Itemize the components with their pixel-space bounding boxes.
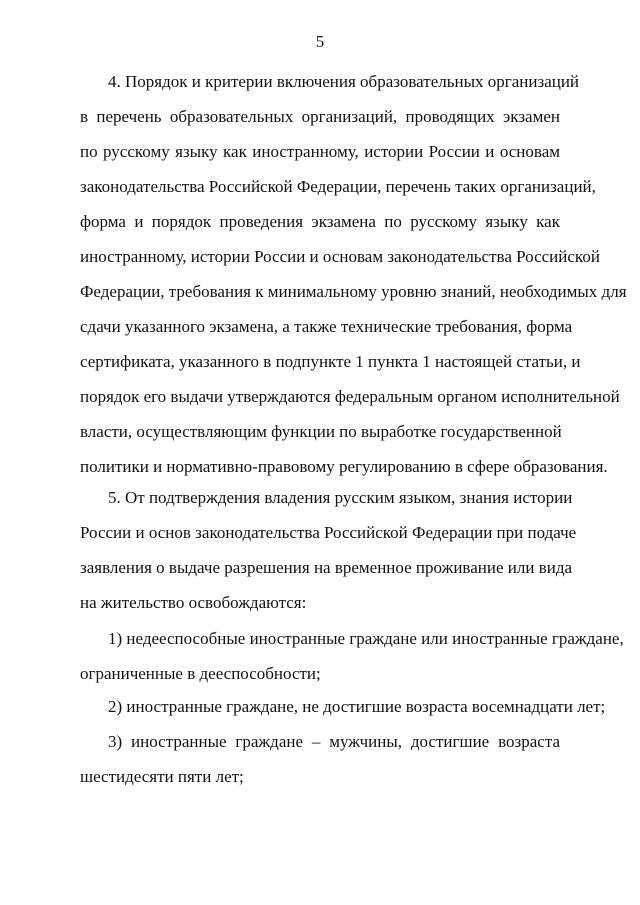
paragraph-line: форма и порядок проведения экзамена по русскому языку как (80, 212, 560, 231)
list-item-2 (80, 689, 606, 724)
list-item-line: шестидесяти пяти лет; (80, 767, 244, 786)
list-item-line: 1) недееспособные иностранные граждане или иностранные граждане, (108, 629, 624, 648)
list-item-line: 2) иностранные граждане, не достигшие возраста восемнадцати лет; (108, 697, 606, 716)
paragraph-line: политики и нормативно-правовому регулированию в сфере образования. (80, 457, 608, 476)
paragraph-line: России и основ законодательства Российской Федерации при подаче (80, 523, 577, 542)
paragraph-line: власти, осуществляющим функции по выработке государственной (80, 422, 562, 441)
paragraph-line: заявления о выдаче разрешения на временное проживание или вида (80, 558, 573, 577)
list-item-line: 3) иностранные граждане – мужчины, достигшие возраста (108, 732, 560, 751)
list-item-3 (80, 724, 560, 794)
list-item-1 (80, 621, 624, 691)
paragraph-4 (80, 64, 627, 484)
paragraph-5 (80, 480, 577, 620)
list-item-line: ограниченные в дееспособности; (80, 664, 321, 683)
paragraph-line: 5. От подтверждения владения русским языком, знания истории (108, 488, 573, 507)
paragraph-line: по русскому языку как иностранному, истории России и основам (80, 142, 560, 161)
paragraph-line: в перечень образовательных организаций, проводящих экзамен (80, 107, 560, 126)
paragraph-line: сертификата, указанного в подпункте 1 пункта 1 настоящей статьи, и (80, 352, 581, 371)
paragraph-line: Федерации, требования к минимальному уровню знаний, необходимых для (80, 282, 627, 301)
paragraph-line: сдачи указанного экзамена, а также технические требования, форма (80, 317, 573, 336)
paragraph-line: 4. Порядок и критерии включения образовательных организаций (108, 72, 580, 91)
paragraph-line: иностранному, истории России и основам законодательства Российской (80, 247, 600, 266)
paragraph-line: на жительство освобождаются: (80, 593, 307, 612)
paragraph-line: порядок его выдачи утверждаются федеральным органом исполнительной (80, 387, 620, 406)
page-number: 5 (315, 32, 325, 51)
paragraph-line: законодательства Российской Федерации, перечень таких организаций, (80, 177, 596, 196)
